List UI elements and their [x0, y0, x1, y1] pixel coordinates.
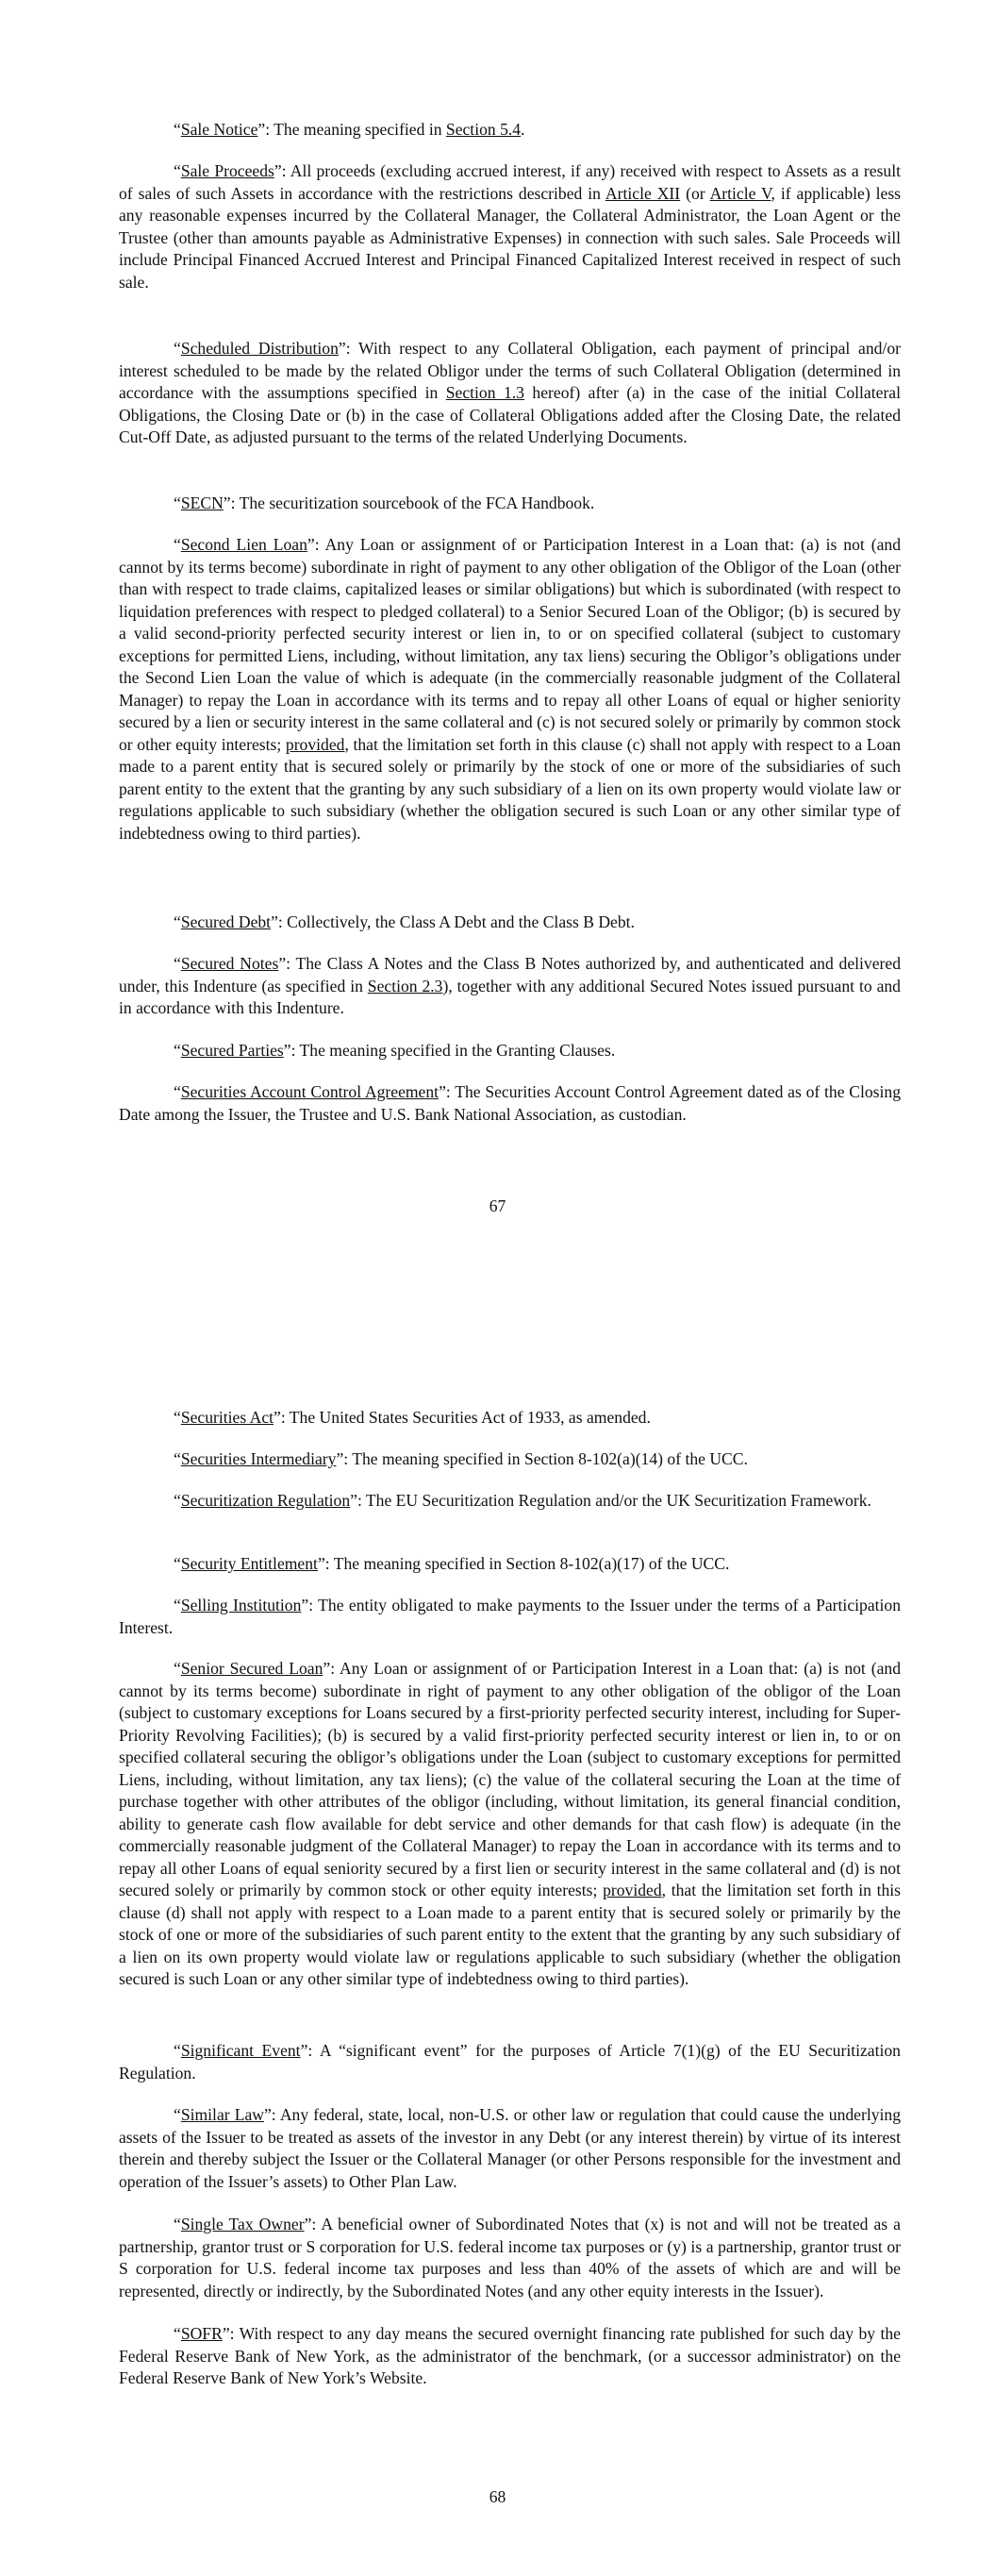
defined-term: Significant Event — [180, 2041, 301, 2060]
defined-term: Selling Institution — [180, 1596, 302, 1614]
definition-single-tax-owner: “Single Tax Owner”: A beneficial owner of Subordinated Notes that (x) is not and will not be treated as a partnership, grantor trust or S corporation for U.S. federal income tax purposes or (y) is a partnership, grantor trust or S corporation for U.S. federal income tax purposes and less than 40% of the assets of which are and will be represented, directly or indirectly, by the Subordinated Notes (and any other equity interests in the Issuer). — [119, 2215, 901, 2300]
section-reference: Section 2.3 — [367, 976, 443, 995]
definition-secured-debt: “Secured Debt”: Collectively, the Class A Debt and the Class B Debt. — [174, 912, 635, 931]
defined-term: Secured Notes — [180, 954, 279, 973]
definition-scheduled-distribution: “Scheduled Distribution”: With respect to any Collateral Obligation, each payment of principal and/or interest scheduled to be made by the related Obligor under the terms of such Collateral Obligation (determined in accordance with the assumptions specified in Section 1.3 hereof) after (a) in the case of the initial Collateral Obligations, the Closing Date or (b) in the case of Collateral Obligations added after the Closing Date, the related Cut-Off Date, as adjusted pursuant to the terms of the related Underlying Documents. — [119, 339, 901, 446]
section-reference: Section 5.4 — [445, 120, 522, 139]
page-68 — [0, 1288, 995, 2576]
definition-similar-law: “Similar Law”: Any federal, state, local, non-U.S. or other law or regulation that could cause the underlying assets of the Issuer to be treated as assets of the investor in any Debt (or any interest therein) by virtue of its interest therein and thereby subject the Issuer or the Collateral Manager (or other Persons responsible for the investment and operation of the Issuer’s assets) to Other Plan Law. — [119, 2105, 901, 2191]
definition-significant-event: “Significant Event”: A “significant event” for the purposes of Article 7(1)(g) of the EU Securitization Regulation. — [119, 2041, 901, 2083]
defined-term: Second Lien Loan — [180, 535, 307, 554]
defined-term: Securities Intermediary — [180, 1449, 337, 1468]
definition-selling-institution: “Selling Institution”: The entity obligated to make payments to the Issuer under the terms of a Participation Interest. — [119, 1596, 901, 1637]
definition-sale-notice: “Sale Notice”: The meaning specified in Section 5.4. — [174, 120, 525, 139]
defined-term: Security Entitlement — [180, 1554, 318, 1573]
defined-term: Securities Act — [180, 1408, 274, 1427]
proviso: provided — [603, 1881, 662, 1899]
defined-term: Scheduled Distribution — [180, 339, 339, 358]
definition-securities-intermediary: “Securities Intermediary”: The meaning specified in Section 8-102(a)(14) of the UCC. — [174, 1449, 748, 1468]
defined-term: Secured Parties — [180, 1041, 284, 1060]
page-number: 67 — [489, 1196, 506, 1215]
definition-second-lien-loan: “Second Lien Loan”: Any Loan or assignment of or Participation Interest in a Loan that: (a) is not (and cannot by its terms become) subordinate in right of payment to any other obligation of the Obligor of the Loan (other than with respect to trade claims, capitalized leases or similar obligations) but which is subordinated (with respect to liquidation preferences with respect to pledged collateral) to a Senior Secured Loan of the Obligor; (b) is secured by a valid second-priority perfected security interest or lien in, to or on specified collateral (subject to customary exceptions for permitted Liens, including, without limitation, any tax liens) securing the Obligor’s obligations under the Second Lien Loan the value of which is adequate (in the commercially reasonable judgment of the Collateral Manager) to repay the Loan in accordance with its terms and to repay all other Loans of equal or higher seniority secured by a lien or security interest in the same collateral and (c) is not secured solely or primarily by common stock or other equity interests; provided, that the limitation set forth in this clause (c) shall not apply with respect to a Loan made to a parent entity that is secured solely or primarily by the stock of one or more of the subsidiaries of such parent entity to the extent that the granting by any such subsidiary of a lien on its own property would violate law or regulations applicable to such subsidiary (whether the obligation secured is such Loan or any other similar type of indebtedness owing to third parties). — [119, 535, 901, 843]
definition-senior-secured-loan: “Senior Secured Loan”: Any Loan or assignment of or Participation Interest in a Loan that: (a) is not (and cannot by its terms become) subordinate in right of payment to any other obligation of the obligor of the Loan (subject to customary exceptions for Loans secured by a first-priority perfected security interest, including for Super-Priority Revolving Facilities); (b) is secured by a valid first-priority perfected security interest or lien in, to or on specified collateral securing the obligor’s obligations under the Loan (subject to customary exceptions for permitted Liens, including, without limitation, any tax liens); (c) the value of the collateral securing the Loan at the time of purchase together with other attributes of the obligor (including, without limitation, its general financial condition, ability to generate cash flow available for debt service and other demands for that cash flow) is adequate (in the commercially reasonable judgment of the Collateral Manager) to repay the Loan in accordance with its terms and to repay all other Loans of equal seniority secured by a first lien or security interest in the same collateral and (d) is not secured solely or primarily by common stock or other equity interests; provided, that the limitation set forth in this clause (d) shall not apply with respect to a Loan made to a parent entity that is secured solely or primarily by the stock of one or more of the subsidiaries of such parent entity to the extent that the granting by any such subsidiary of a lien on its own property would violate law or regulations applicable to such subsidiary (whether the obligation secured is such Loan or any other similar type of indebtedness owing to third parties). — [119, 1659, 901, 1988]
section-reference: Section 1.3 — [445, 383, 524, 402]
defined-term: SOFR — [180, 2324, 223, 2343]
defined-term: Senior Secured Loan — [180, 1659, 323, 1678]
definition-sofr: “SOFR”: With respect to any day means the secured overnight financing rate published for such day by the Federal Reserve Bank of New York, as the administrator of the benchmark, (or a successor administrator) on the Federal Reserve Bank of New York’s Website. — [119, 2324, 901, 2387]
proviso: provided — [285, 734, 345, 754]
defined-term: Sale Proceeds — [180, 161, 274, 180]
defined-term: Similar Law — [180, 2105, 264, 2124]
definition-security-entitlement: “Security Entitlement”: The meaning specified in Section 8-102(a)(17) of the UCC. — [174, 1554, 730, 1573]
defined-term: Securities Account Control Agreement — [180, 1082, 439, 1101]
definition-sale-proceeds: “Sale Proceeds”: All proceeds (excluding accrued interest, if any) received with respect to Assets as a result of sales of such Assets in accordance with the restrictions described in Article XII (or Article V, if applicable) less any reasonable expenses incurred by the Collateral Manager, the Collateral Administrator, the Loan Agent or the Trustee (other than amounts payable as Administrative Expenses) in connection with such sales. Sale Proceeds will include Principal Financed Accrued Interest and Principal Financed Capitalized Interest received in respect of such sale. — [119, 161, 902, 292]
defined-term: SECN — [180, 493, 224, 512]
defined-term: Single Tax Owner — [180, 2215, 305, 2233]
definition-secured-notes: “Secured Notes”: The Class A Notes and the Class B Notes authorized by, and authenticated and delivered under, this Indenture (as specified in Section 2.3), together with any additional Secured Notes issued pursuant to and in accordance with this Indenture. — [119, 954, 901, 1017]
definition-secured-parties: “Secured Parties”: The meaning specified in the Granting Clauses. — [174, 1041, 616, 1060]
defined-term: Secured Debt — [180, 912, 272, 931]
defined-term: Securitization Regulation — [180, 1491, 351, 1510]
article-reference: Article V — [709, 183, 771, 203]
defined-term: Sale Notice — [180, 120, 258, 139]
article-reference: Article XII — [605, 183, 681, 203]
definition-securities-account-control-agreement: “Securities Account Control Agreement”: The Securities Account Control Agreement dated as of the Closing Date among the Issuer, the Trustee and U.S. Bank National Association, as custodian. — [119, 1082, 902, 1124]
page-number: 68 — [489, 2487, 506, 2506]
definition-securities-act: “Securities Act”: The United States Securities Act of 1933, as amended. — [174, 1408, 651, 1427]
definition-securitization-regulation: “Securitization Regulation”: The EU Securitization Regulation and/or the UK Securitization Framework. — [174, 1491, 871, 1510]
definition-secn: “SECN”: The securitization sourcebook of the FCA Handbook. — [174, 493, 595, 512]
